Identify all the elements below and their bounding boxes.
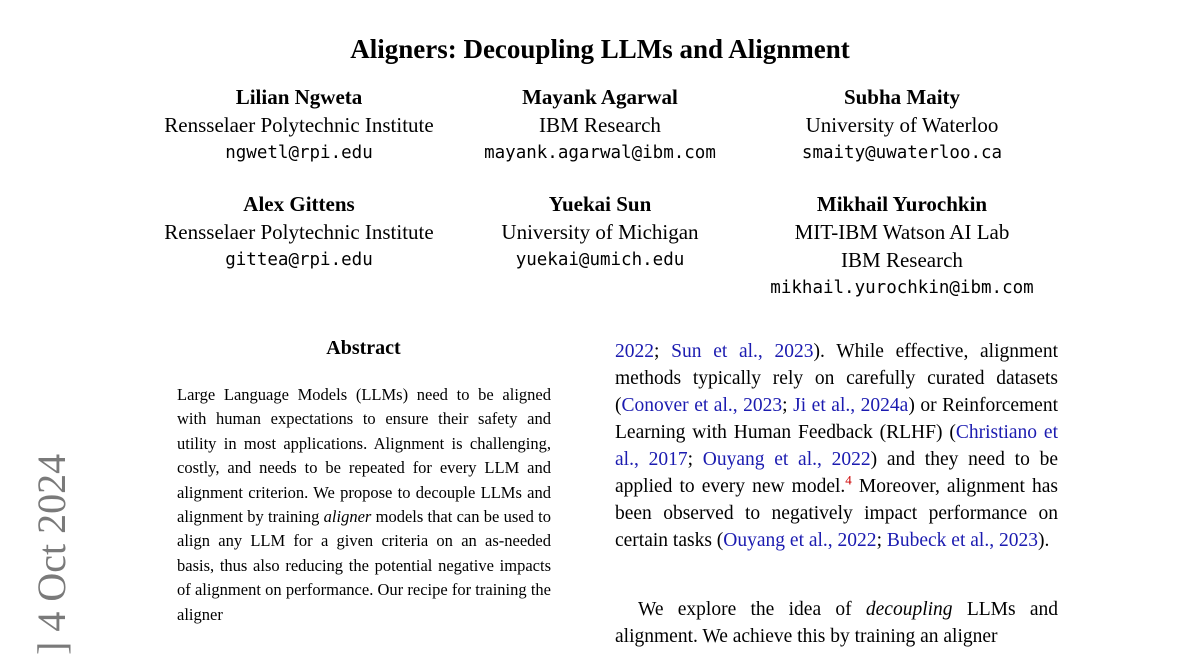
author-name: Lilian Ngweta xyxy=(235,85,363,109)
separator: ; xyxy=(654,341,672,362)
citation-link[interactable]: Ouyang et al., 2022 xyxy=(723,530,877,551)
body-text: ). While effective, alignment methods typically rely on carefully curated datasets ( xyxy=(615,341,1059,416)
body-emphasis: decoupling xyxy=(865,599,953,620)
paper-title: Aligners: Decoupling LLMs and Alignment xyxy=(350,34,850,64)
abstract-text: models that can be used to align any LLM for a given criteria on an as-needed basis, thus also reducing the potential negative impacts of alignment on performance. Our recipe for training the aligner xyxy=(177,507,551,624)
abstract-heading: Abstract xyxy=(326,337,401,359)
author-affiliation: IBM Research xyxy=(539,113,661,137)
body-text: LLMs and alignment. We achieve this by training an aligner xyxy=(615,599,1059,647)
author-affiliation: Rensselaer Polytechnic Institute xyxy=(164,113,434,137)
author-email[interactable]: mikhail.yurochkin@ibm.com xyxy=(770,278,1034,298)
author-block xyxy=(435,83,765,167)
author-name: Alex Gittens xyxy=(243,192,355,216)
abstract-text: Large Language Models (LLMs) need to be aligned with human expectations to ensure their safety and utility in most applications. Alignment is challenging, costly, and needs to be repeated for every LLM and alignment criterion. We propose to decouple LLMs and alignment by training xyxy=(177,385,551,527)
author-block xyxy=(737,190,1067,302)
abstract-emphasis: aligner xyxy=(323,507,372,527)
citation-link[interactable]: Christiano et al., 2017 xyxy=(615,422,1058,470)
author-block xyxy=(134,190,464,274)
author-affiliation-secondary: IBM Research xyxy=(841,248,963,272)
body-text: We explore the idea of xyxy=(638,599,866,620)
author-affiliation: Rensselaer Polytechnic Institute xyxy=(164,220,434,244)
author-block xyxy=(134,83,464,167)
body-paragraph xyxy=(615,338,1058,554)
citation-link[interactable]: Ji et al., 2024a xyxy=(793,395,909,416)
author-block xyxy=(737,83,1067,167)
abstract-body xyxy=(177,383,551,627)
body-text: ) and they need to be applied to every new model. xyxy=(615,449,1058,497)
author-name: Mayank Agarwal xyxy=(522,85,678,109)
citation-link[interactable]: Conover et al., 2023 xyxy=(621,395,783,416)
separator: ; xyxy=(782,395,794,416)
separator: ; xyxy=(876,530,887,551)
body-text: ) or Reinforcement Learning with Human Feedback (RLHF) ( xyxy=(615,395,1058,443)
body-text: ). xyxy=(1037,530,1050,551)
author-name: Subha Maity xyxy=(843,85,961,109)
separator: ; xyxy=(687,449,703,470)
body-paragraph xyxy=(615,596,1058,650)
author-email[interactable]: mayank.agarwal@ibm.com xyxy=(484,143,716,163)
author-email[interactable]: yuekai@umich.edu xyxy=(515,250,685,270)
author-block xyxy=(435,190,765,274)
footnote-marker[interactable]: 4 xyxy=(845,472,852,488)
author-email[interactable]: smaity@uwaterloo.ca xyxy=(801,143,1003,163)
author-email[interactable]: ngwetl@rpi.edu xyxy=(225,143,373,163)
author-name: Mikhail Yurochkin xyxy=(816,192,988,216)
body-text: Moreover, alignment has been observed to negatively impact performance on certain tasks ( xyxy=(615,476,1058,551)
author-name: Yuekai Sun xyxy=(548,192,652,216)
author-email[interactable]: gittea@rpi.edu xyxy=(225,250,373,270)
author-affiliation: MIT-IBM Watson AI Lab xyxy=(794,220,1010,244)
author-affiliation: University of Michigan xyxy=(501,220,699,244)
citation-link[interactable]: Ouyang et al., 2022 xyxy=(702,449,871,470)
citation-link[interactable]: Sun et al., 2023 xyxy=(671,341,814,362)
arxiv-side-stamp: ] 4 Oct 2024 xyxy=(29,453,74,655)
citation-link[interactable]: 2022 xyxy=(615,341,654,362)
author-affiliation: University of Waterloo xyxy=(805,113,999,137)
citation-link[interactable]: Bubeck et al., 2023 xyxy=(886,530,1038,551)
